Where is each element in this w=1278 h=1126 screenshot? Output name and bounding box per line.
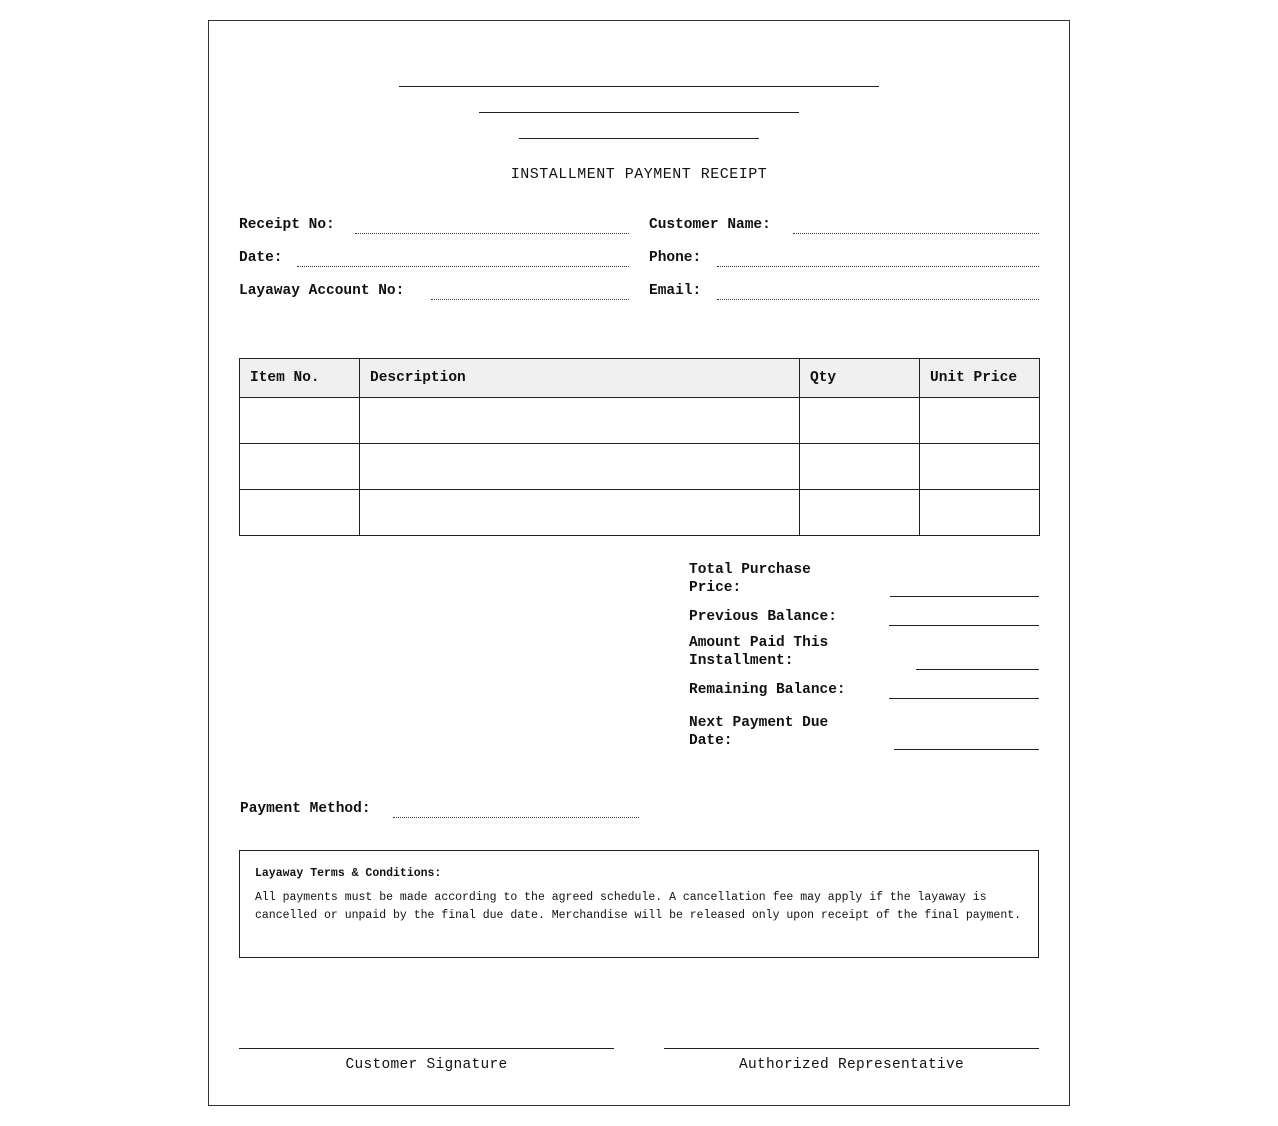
column-header-description: Description bbox=[360, 359, 800, 398]
table-row bbox=[240, 490, 1040, 536]
date-field[interactable] bbox=[297, 266, 629, 267]
representative-signature-line[interactable] bbox=[664, 1048, 1039, 1049]
table-cell[interactable] bbox=[360, 444, 800, 490]
phone-label: Phone: bbox=[649, 250, 702, 266]
customer-signature-label: Customer Signature bbox=[345, 1057, 508, 1073]
total-purchase-price-label: Total Purchase Price: bbox=[689, 562, 811, 596]
table-cell[interactable] bbox=[240, 398, 360, 444]
header-line-2 bbox=[479, 112, 799, 113]
items-table bbox=[239, 358, 1040, 536]
previous-balance-field[interactable] bbox=[889, 625, 1039, 626]
phone-field[interactable] bbox=[717, 266, 1039, 267]
next-payment-due-label: Next Payment Due Date: bbox=[689, 715, 829, 749]
previous-balance-label: Previous Balance: bbox=[689, 609, 837, 625]
table-cell[interactable] bbox=[360, 398, 800, 444]
total-purchase-price-field[interactable] bbox=[890, 596, 1039, 597]
terms-text: All payments must be made according to the agreed schedule. A cancellation fee may apply if the layaway is cancelled or unpaid by the final due date. Merchandise will be released only upon receipt of the final payment. bbox=[255, 891, 1022, 922]
header-line-1 bbox=[399, 86, 879, 87]
receipt-no-field[interactable] bbox=[355, 233, 629, 234]
header-line-3 bbox=[519, 138, 759, 139]
table-row bbox=[240, 444, 1040, 490]
table-cell[interactable] bbox=[920, 398, 1040, 444]
layaway-account-label: Layaway Account No: bbox=[239, 283, 405, 299]
column-header-qty: Qty bbox=[800, 359, 920, 398]
email-field[interactable] bbox=[717, 299, 1039, 300]
page-title: INSTALLMENT PAYMENT RECEIPT bbox=[510, 166, 768, 183]
receipt-page bbox=[208, 20, 1070, 1106]
customer-signature-line[interactable] bbox=[239, 1048, 614, 1049]
representative-signature-label: Authorized Representative bbox=[738, 1057, 965, 1073]
table-cell[interactable] bbox=[240, 444, 360, 490]
table-cell[interactable] bbox=[920, 490, 1040, 536]
table-cell[interactable] bbox=[800, 398, 920, 444]
remaining-balance-field[interactable] bbox=[889, 698, 1039, 699]
next-payment-due-field[interactable] bbox=[894, 749, 1039, 750]
date-label: Date: bbox=[239, 250, 283, 266]
table-header-row bbox=[240, 359, 1040, 398]
table-cell[interactable] bbox=[800, 490, 920, 536]
customer-name-field[interactable] bbox=[793, 233, 1039, 234]
receipt-no-label: Receipt No: bbox=[239, 217, 335, 233]
table-cell[interactable] bbox=[920, 444, 1040, 490]
payment-method-label: Payment Method: bbox=[240, 801, 371, 817]
payment-method-field[interactable] bbox=[393, 817, 639, 818]
remaining-balance-label: Remaining Balance: bbox=[689, 682, 846, 698]
table-cell[interactable] bbox=[360, 490, 800, 536]
column-header-unit-price: Unit Price bbox=[920, 359, 1040, 398]
amount-paid-label: Amount Paid This Installment: bbox=[689, 635, 829, 669]
table-row bbox=[240, 398, 1040, 444]
customer-name-label: Customer Name: bbox=[649, 217, 771, 233]
table-cell[interactable] bbox=[240, 490, 360, 536]
table-cell[interactable] bbox=[800, 444, 920, 490]
terms-box bbox=[239, 850, 1039, 958]
column-header-item-no: Item No. bbox=[240, 359, 360, 398]
terms-title: Layaway Terms & Conditions: bbox=[255, 867, 442, 880]
layaway-account-field[interactable] bbox=[431, 299, 629, 300]
amount-paid-field[interactable] bbox=[916, 669, 1039, 670]
email-label: Email: bbox=[649, 283, 702, 299]
